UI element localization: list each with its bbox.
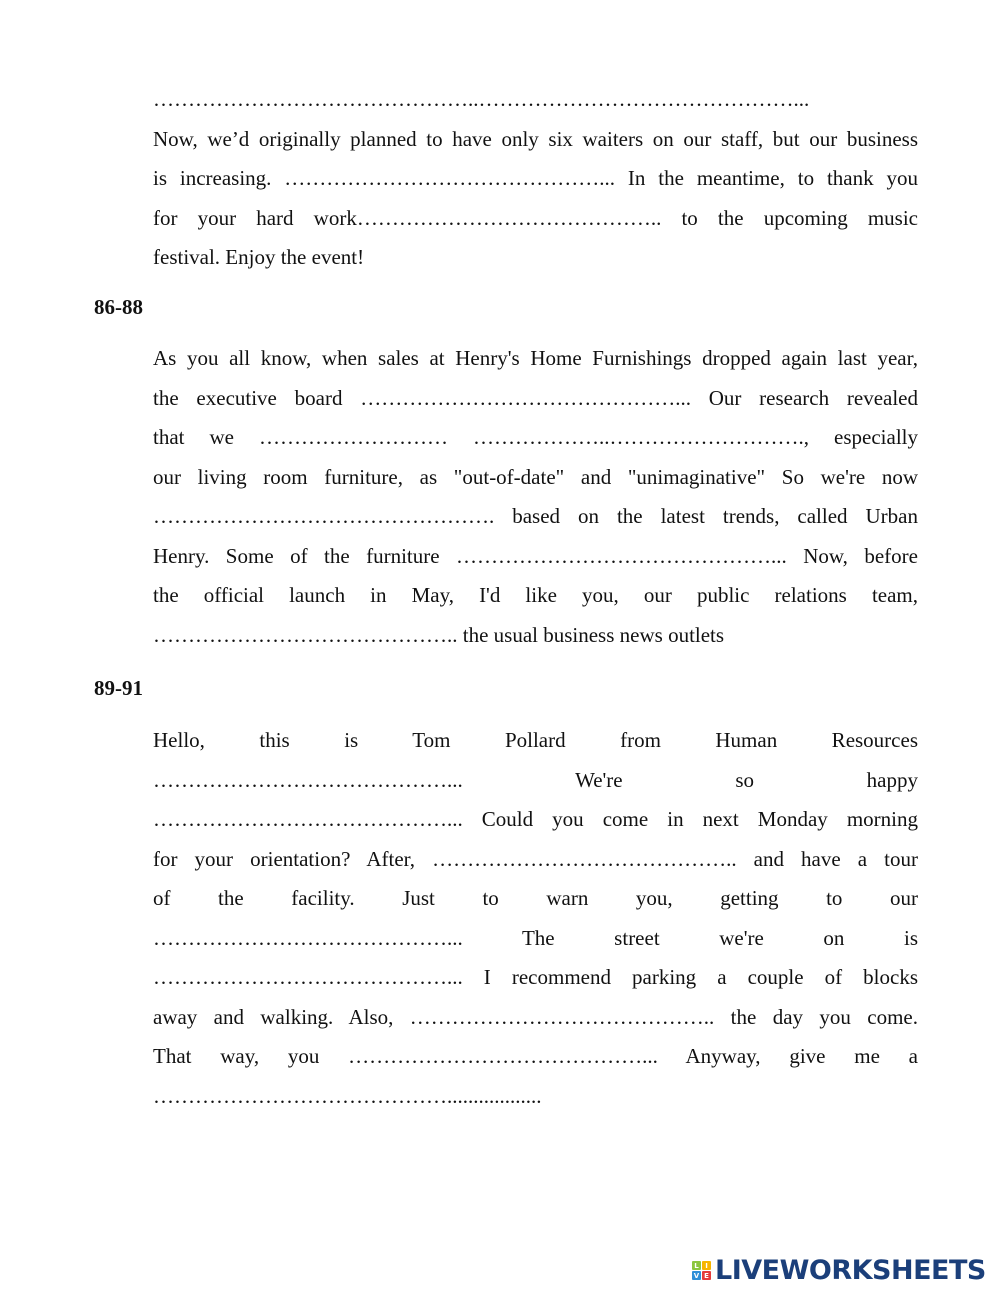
section-heading-86-88: 86-88 bbox=[94, 295, 143, 319]
text-line: that we ……………………… ………………..………………………., especially bbox=[153, 425, 918, 449]
section-89-91-text bbox=[153, 721, 918, 1116]
text-line: ……………………………………... We're so happy bbox=[153, 767, 918, 792]
text-line: As you all know, when sales at Henry's Home Furnishings dropped again last year, bbox=[153, 346, 918, 370]
text-line: for your orientation? After, …………………………………….. and have a tour bbox=[153, 846, 918, 871]
text-line: for your hard work…………………………………….. to the upcoming music bbox=[153, 205, 918, 230]
text-line: That way, you ……………………………………... Anyway, give me a bbox=[153, 1044, 918, 1068]
text-line: …………………………………….. the usual business news outlets bbox=[153, 622, 725, 647]
text-line: Henry. Some of the furniture ………………………………………... Now, before bbox=[153, 543, 918, 568]
logo-square: L bbox=[692, 1261, 701, 1270]
liveworksheets-logo bbox=[692, 1255, 986, 1286]
text-line: ………………………………………..………………………………………... bbox=[153, 87, 810, 111]
logo-text: LIVEWORKSHEETS bbox=[715, 1255, 986, 1286]
text-line: the executive board ………………………………………... Our research revealed bbox=[153, 385, 918, 410]
text-line: is increasing. ………………………………………... In the meantime, to thank you bbox=[153, 166, 918, 190]
text-line: festival. Enjoy the event! bbox=[153, 245, 365, 269]
text-line: of the facility. Just to warn you, getting to our bbox=[153, 886, 918, 910]
text-line: Hello, this is Tom Pollard from Human Resources bbox=[153, 728, 918, 752]
section-86-88-text bbox=[153, 339, 918, 655]
text-line: Now, we’d originally planned to have only six waiters on our staff, but our business bbox=[153, 126, 918, 151]
logo-square: V bbox=[693, 1271, 700, 1280]
section-intro-text bbox=[153, 80, 918, 278]
text-line: ……………………………………... The street we're on is bbox=[153, 925, 918, 950]
text-line: away and walking. Also, …………………………………….. the day you come. bbox=[153, 1004, 918, 1029]
logo-square: E bbox=[702, 1271, 711, 1280]
text-line: ……………………………………... Could you come in next Monday morning bbox=[153, 807, 918, 831]
text-line: our living room furniture, as "out-of-date" and "unimaginative" So we're now bbox=[153, 464, 918, 489]
logo-live-squares-icon bbox=[692, 1261, 711, 1280]
text-line: ……………………………………... I recommend parking a couple of blocks bbox=[153, 965, 918, 989]
section-heading-89-91: 89-91 bbox=[94, 676, 143, 700]
text-line: …………………………………………. based on the latest trends, called Urban bbox=[153, 504, 918, 528]
text-line: …………………………………….................. bbox=[153, 1083, 542, 1108]
text-line: the official launch in May, I'd like you, our public relations team, bbox=[153, 583, 918, 607]
logo-square: I bbox=[702, 1261, 711, 1270]
